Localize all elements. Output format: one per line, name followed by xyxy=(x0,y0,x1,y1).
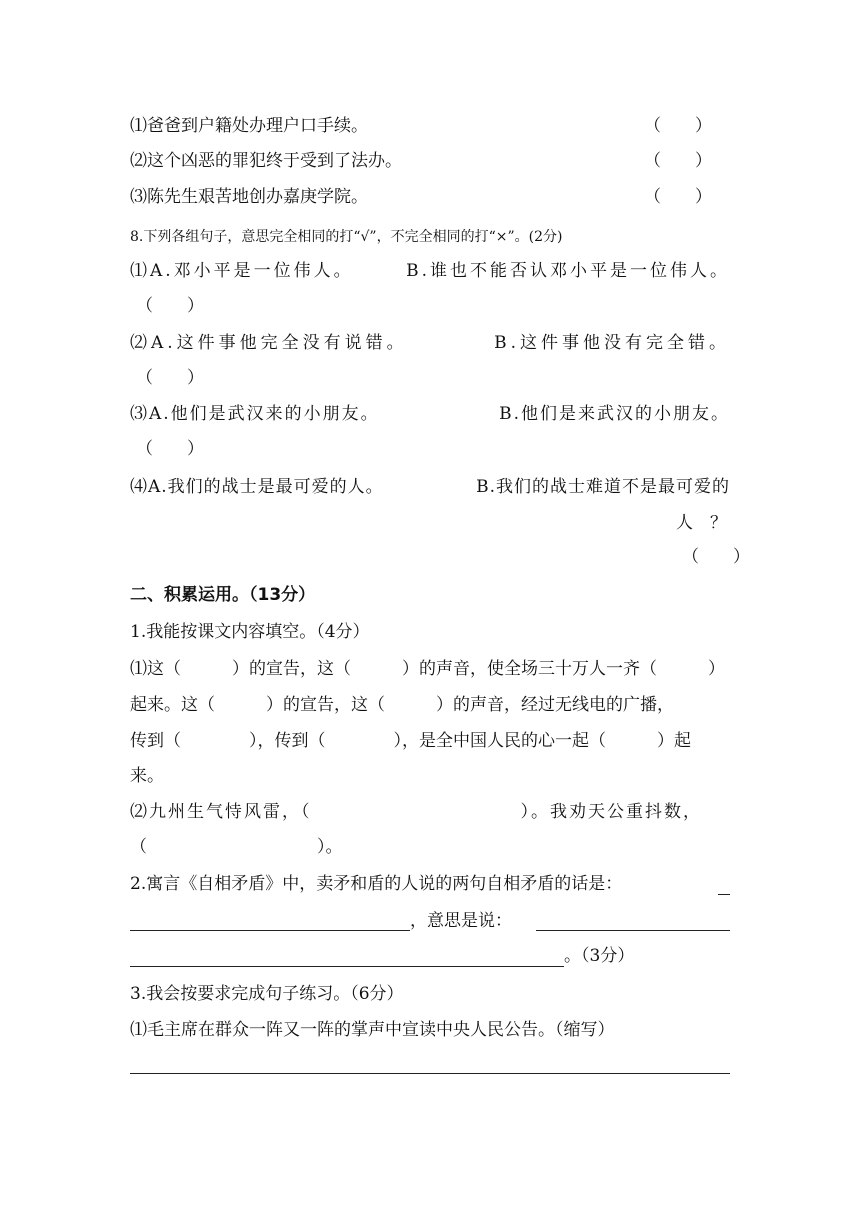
s2-q1-title: 1.我能按课文内容填空。（4分） xyxy=(130,622,370,642)
s2-q2-score: 。（3分） xyxy=(564,946,635,966)
q8-item-4-answer[interactable]: （ ） xyxy=(682,547,750,567)
q8-item-3-b: B.他们是来武汉的小朋友。 xyxy=(499,404,730,424)
q8-item-2-answer[interactable]: （ ） xyxy=(136,368,204,388)
s2-q3-title: 3.我会按要求完成句子练习。（6分） xyxy=(130,984,404,1004)
q8-item-4 xyxy=(130,475,730,499)
q8-title: 8.下列各组句子，意思完全相同的打“√”，不完全相同的打“×”。(2分) xyxy=(130,229,563,245)
q8-item-4-b: B.我们的战士难道不是最可爱的 xyxy=(476,477,730,497)
q8-item-1-b: B.谁也不能否认邓小平是一位伟人。 xyxy=(406,261,730,281)
s2-q1-p1-line1: ⑴这（ ）的宣告，这（ ）的声音，使全场三十万人一齐（ ） xyxy=(130,659,725,679)
q8-item-3-a: ⑶A.他们是武汉来的小朋友。 xyxy=(130,404,380,424)
s2-q1-p1-line3: 传到（ ），传到（ ），是全中国人民的心一起（ ）起 xyxy=(130,731,691,751)
q8-item-3-answer[interactable]: （ ） xyxy=(136,439,204,459)
s2-q2-meaning-label: ，意思是说： xyxy=(410,911,512,931)
q8-item-4-a: ⑷A.我们的战士是最可爱的人。 xyxy=(130,477,384,497)
s2-q3-item-1: ⑴毛主席在群众一阵又一阵的掌声中宣读中央人民公告。（缩写） xyxy=(130,1020,615,1040)
s2-q2-answer-line-b[interactable] xyxy=(130,930,410,931)
s2-q1-p2-line2[interactable]: （ ）。 xyxy=(130,837,343,857)
s2-q1-p1-line2: 起来。这（ ）的宣告，这（ ）的声音，经过无线电的广播， xyxy=(130,695,674,715)
q8-item-2-a: ⑵A.这件事他完全没有说错。 xyxy=(130,333,408,353)
q8-item-1 xyxy=(130,259,730,283)
section-2-heading: 二、积累运用。（13分） xyxy=(130,585,316,605)
q7-item-1-answer[interactable]: （ ） xyxy=(644,116,712,136)
s2-q1-p2-line1: ⑵九州生气恃风雷，（ ）。我劝天公重抖数， xyxy=(130,802,702,822)
q7-item-3: ⑶陈先生艰苦地创办嘉庚学院。 xyxy=(130,187,368,207)
q7-item-2-answer[interactable]: （ ） xyxy=(644,151,712,171)
q8-item-3 xyxy=(130,402,730,426)
s2-q1-p1-line4: 来。 xyxy=(130,766,164,786)
q8-item-2 xyxy=(130,331,730,355)
s2-q3-item-1-answer-line[interactable] xyxy=(130,1073,730,1074)
q8-item-4-cont: 人 ？ xyxy=(676,513,727,533)
s2-q2-meaning-line-a[interactable] xyxy=(536,930,730,931)
q7-item-3-answer[interactable]: （ ） xyxy=(644,187,712,207)
q8-item-2-b: B.这件事他没有完全错。 xyxy=(494,333,730,353)
q7-item-2: ⑵这个凶恶的罪犯终于受到了法办。 xyxy=(130,151,402,171)
s2-q2-meaning-line-b[interactable] xyxy=(130,966,564,967)
q8-item-1-answer[interactable]: （ ） xyxy=(136,296,204,316)
q7-item-1: ⑴爸爸到户籍处办理户口手续。 xyxy=(130,116,368,136)
s2-q2-answer-line-a[interactable] xyxy=(718,894,730,895)
q8-item-1-a: ⑴A.邓小平是一位伟人。 xyxy=(130,261,354,281)
s2-q2-line1: 2.寓言《自相矛盾》中，卖矛和盾的人说的两句自相矛盾的话是： xyxy=(130,874,623,894)
